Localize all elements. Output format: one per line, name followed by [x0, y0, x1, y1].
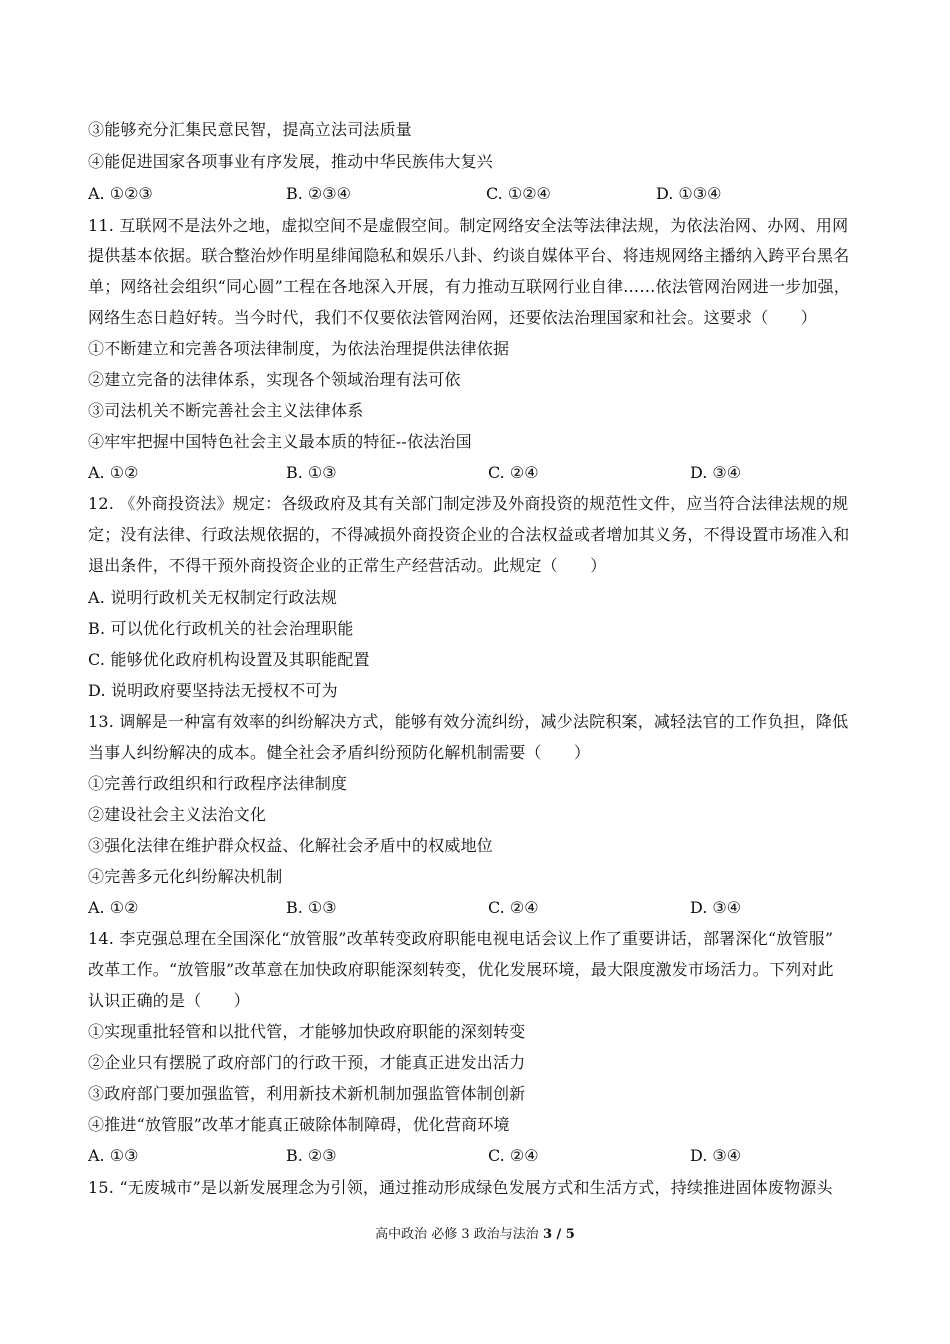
q12-choice-c: C. 能够优化政府机构设置及其职能配置 — [88, 650, 370, 669]
q11-statement: ②建立完备的法律体系，实现各个领域治理有法可依 — [88, 370, 461, 389]
q11-option-d: D. ③④ — [690, 463, 742, 482]
q14-option-b: B. ②③ — [286, 1146, 337, 1165]
q13-option-d: D. ③④ — [690, 898, 742, 917]
q14-statement: ①实现重批轻管和以批代管，才能够加快政府职能的深刻转变 — [88, 1022, 526, 1041]
footer-page-number: 3 / 5 — [542, 1227, 575, 1242]
q12-stem-line: 12. 《外商投资法》规定：各级政府及其有关部门制定涉及外商投资的规范性文件，应当符合法律法规的规 — [88, 494, 849, 513]
q12-stem-line: 退出条件，不得干预外商投资企业的正常生产经营活动。此规定（ ） — [88, 556, 607, 575]
footer-course: 高中政治 必修 3 政治与法治 — [375, 1227, 543, 1242]
q13-option-c: C. ②④ — [488, 898, 539, 917]
q10-statement-3: ③能够充分汇集民意民智，提高立法司法质量 — [88, 120, 413, 139]
q13-statement: ①完善行政组织和行政程序法律制度 — [88, 774, 348, 793]
q13-statement: ②建设社会主义法治文化 — [88, 805, 267, 824]
q11-options — [88, 463, 868, 483]
q11-option-a: A. ①② — [88, 463, 139, 482]
q10-option-a: A. ①②③ — [88, 184, 153, 203]
q14-option-a: A. ①③ — [88, 1146, 139, 1165]
q11-statement: ①不断建立和完善各项法律制度，为依法治理提供法律依据 — [88, 339, 510, 358]
q12-stem-line: 定；没有法律、行政法规依据的，不得减损外商投资企业的合法权益或者增加其义务，不得设置市场准入和 — [88, 525, 850, 544]
q10-option-b: B. ②③④ — [286, 184, 351, 203]
q14-stem-line: 14. 李克强总理在全国深化“放管服”改革转变政府职能电视电话会议上作了重要讲话，部署深化“放管服” — [88, 929, 834, 948]
q14-statement: ②企业只有摆脱了政府部门的行政干预，才能真正进发出活力 — [88, 1053, 526, 1072]
q13-statement: ④完善多元化纠纷解决机制 — [88, 867, 283, 886]
q10-statement-4: ④能促进国家各项事业有序发展，推动中华民族伟大复兴 — [88, 152, 494, 171]
q11-statement: ③司法机关不断完善社会主义法律体系 — [88, 401, 364, 420]
q10-option-c: C. ①②④ — [486, 184, 551, 203]
q12-choice-b: B. 可以优化行政机关的社会治理职能 — [88, 619, 354, 638]
q13-option-a: A. ①② — [88, 898, 139, 917]
q14-stem-line: 改革工作。“放管服”改革意在加快政府职能深刻转变，优化发展环境，最大限度激发市场活力。下列对此 — [88, 960, 834, 979]
q11-statement: ④牢牢把握中国特色社会主义最本质的特征--依法治国 — [88, 432, 472, 451]
q14-stem-line: 认识正确的是（ ） — [88, 991, 251, 1010]
q11-stem-line: 网络生态日趋好转。当今时代，我们不仅要依法管网治网，还要依法治理国家和社会。这要求（ ） — [88, 308, 818, 327]
q11-stem-line: 提供基本依据。联合整治炒作明星绯闻隐私和娱乐八卦、约谈自媒体平台、将违规网络主播纳入跨平台黑名 — [88, 246, 850, 265]
q15-stem-line: 15. “无废城市”是以新发展理念为引领，通过推动形成绿色发展方式和生活方式，持续推进固体废物源头 — [88, 1178, 833, 1197]
q11-option-c: C. ②④ — [488, 463, 539, 482]
page-footer — [0, 1226, 950, 1244]
q13-options — [88, 898, 868, 918]
q10-option-d: D. ①③④ — [656, 184, 722, 203]
q13-stem-line: 当事人纠纷解决的成本。健全社会矛盾纠纷预防化解机制需要（ ） — [88, 743, 591, 762]
q11-stem-line: 单；网络社会组织“同心圆”工程在各地深入开展，有力推动互联网行业自律……依法管网治网进一步加强， — [88, 277, 850, 296]
q14-options — [88, 1146, 868, 1166]
q13-stem-line: 13. 调解是一种富有效率的纠纷解决方式，能够有效分流纠纷，减少法院积案，减轻法官的工作负担，降低 — [88, 712, 849, 731]
q14-statement: ④推进“放管服”改革才能真正破除体制障碍，优化营商环境 — [88, 1115, 510, 1134]
q10-options — [88, 184, 868, 204]
q12-choice-a: A. 说明行政机关无权制定行政法规 — [88, 588, 338, 607]
q14-option-d: D. ③④ — [690, 1146, 742, 1165]
q13-statement: ③强化法律在维护群众权益、化解社会矛盾中的权威地位 — [88, 836, 494, 855]
q14-option-c: C. ②④ — [488, 1146, 539, 1165]
q13-option-b: B. ①③ — [286, 898, 337, 917]
q11-option-b: B. ①③ — [286, 463, 337, 482]
q12-choice-d: D. 说明政府要坚持法无授权不可为 — [88, 681, 338, 700]
q14-statement: ③政府部门要加强监管，利用新技术新机制加强监管体制创新 — [88, 1084, 526, 1103]
q11-stem-line: 11. 互联网不是法外之地，虚拟空间不是虚假空间。制定网络安全法等法律法规，为依法治网、办网、用网 — [88, 216, 849, 235]
